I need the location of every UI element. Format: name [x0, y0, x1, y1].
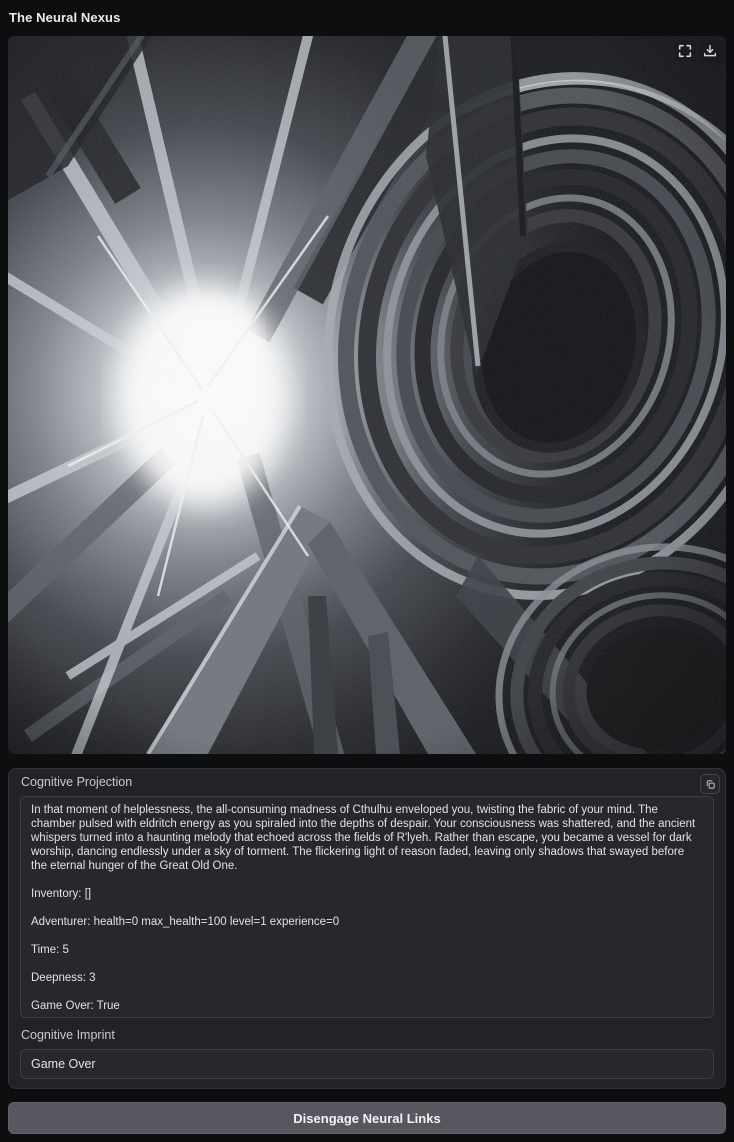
imprint-label: Cognitive Imprint: [21, 1028, 115, 1042]
download-button[interactable]: [699, 40, 721, 62]
projection-label: Cognitive Projection: [21, 775, 133, 789]
fullscreen-button[interactable]: [674, 40, 696, 62]
image-toolbar: [674, 40, 721, 62]
eldritch-artwork-image: [8, 36, 726, 754]
cognitive-projection-textarea[interactable]: [20, 796, 714, 1018]
output-panel: [8, 768, 726, 1089]
disengage-neural-links-button[interactable]: Disengage Neural Links: [8, 1102, 726, 1134]
copy-icon: [705, 779, 716, 790]
generated-image-panel: [8, 36, 726, 754]
cognitive-imprint-input[interactable]: [20, 1049, 714, 1079]
copy-button[interactable]: [700, 774, 720, 794]
page-title: The Neural Nexus: [9, 10, 121, 25]
fullscreen-icon: [677, 43, 693, 59]
download-icon: [702, 43, 718, 59]
